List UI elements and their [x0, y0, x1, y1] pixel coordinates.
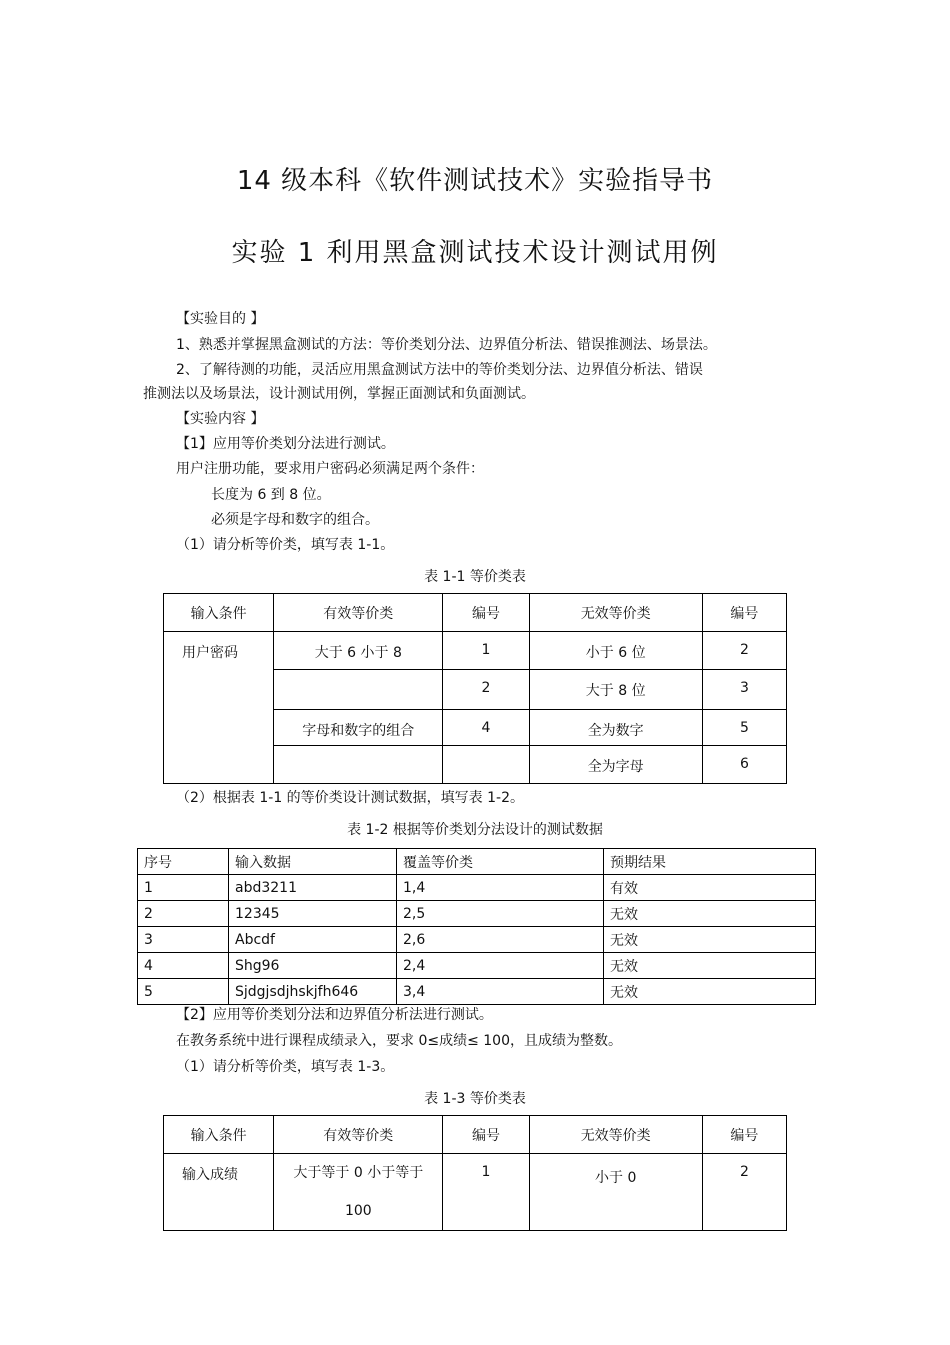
valid-class-line-1: 大于等于 0 小于等于: [293, 1165, 424, 1181]
covered-classes-cell: 3,4: [397, 979, 604, 1005]
seq-cell: 1: [138, 875, 229, 901]
table-row: [138, 901, 816, 927]
header-id: 编号: [443, 1116, 529, 1154]
purpose-item-2-cont: 推测法以及场景法，设计测试用例，掌握正面测试和负面测试。: [143, 386, 535, 402]
invalid-id-cell: 2: [702, 632, 786, 670]
input-data-cell: 12345: [229, 901, 397, 927]
input-data-cell: Abcdf: [229, 927, 397, 953]
header-id: 编号: [702, 594, 786, 632]
invalid-class-cell: 小于 0: [529, 1154, 702, 1231]
step-2: （2）根据表 1-1 的等价类设计测试数据，填写表 1-2。: [176, 790, 524, 806]
valid-id-cell: 4: [443, 710, 529, 746]
valid-id-cell: 1: [443, 632, 529, 670]
header-input-condition: 输入条件: [164, 1116, 274, 1154]
experiment-title: 实验 1 利用黑盒测试技术设计测试用例: [231, 238, 719, 268]
table-row: [138, 953, 816, 979]
content-heading: 【实验内容 】: [176, 411, 265, 427]
header-invalid-class: 无效等价类: [529, 594, 702, 632]
table-1-1: [163, 593, 787, 784]
valid-class-line-2: 100: [344, 1203, 372, 1219]
condition-1: 长度为 6 到 8 位。: [211, 487, 331, 503]
task2-heading: 【2】应用等价类划分法和边界值分析法进行测试。: [176, 1007, 493, 1023]
seq-cell: 2: [138, 901, 229, 927]
valid-id-cell: [443, 746, 529, 784]
table-1-2: [137, 848, 816, 1005]
covered-classes-cell: 2,4: [397, 953, 604, 979]
valid-id-cell: 1: [443, 1154, 529, 1231]
step-3: （1）请分析等价类，填写表 1-3。: [176, 1059, 395, 1075]
table-row: [138, 927, 816, 953]
table-row: [138, 979, 816, 1005]
input-data-cell: Shg96: [229, 953, 397, 979]
input-data-cell: abd3211: [229, 875, 397, 901]
header-input-data: 输入数据: [229, 849, 397, 875]
table3-caption: 表 1-3 等价类表: [424, 1091, 526, 1107]
header-valid-class: 有效等价类: [274, 594, 443, 632]
header-expected-result: 预期结果: [604, 849, 816, 875]
purpose-item-2: 2、了解待测的功能，灵活应用黑盒测试方法中的等价类划分法、边界值分析法、错误: [176, 362, 703, 378]
valid-class-cell: [274, 746, 443, 784]
purpose-heading: 【实验目的 】: [176, 311, 265, 327]
header-id: 编号: [702, 1116, 786, 1154]
expected-result-cell: 无效: [604, 979, 816, 1005]
purpose-item-1: 1、熟悉并掌握黑盒测试的方法：等价类划分法、边界值分析法、错误推测法、场景法。: [176, 337, 717, 353]
header-valid-class: 有效等价类: [274, 1116, 443, 1154]
header-seq: 序号: [138, 849, 229, 875]
valid-class-cell: [274, 670, 443, 710]
table1-caption: 表 1-1 等价类表: [424, 569, 526, 585]
header-covered-classes: 覆盖等价类: [397, 849, 604, 875]
input-condition-cell: 用户密码: [164, 632, 274, 784]
step-1: （1）请分析等价类，填写表 1-1。: [176, 537, 395, 553]
valid-class-cell: 大于 6 小于 8: [274, 632, 443, 670]
expected-result-cell: 无效: [604, 953, 816, 979]
seq-cell: 5: [138, 979, 229, 1005]
header-id: 编号: [443, 594, 529, 632]
valid-id-cell: 2: [443, 670, 529, 710]
covered-classes-cell: 2,5: [397, 901, 604, 927]
expected-result-cell: 有效: [604, 875, 816, 901]
invalid-class-cell: 全为数字: [529, 710, 702, 746]
covered-classes-cell: 2,6: [397, 927, 604, 953]
table-1-3: [163, 1115, 787, 1231]
seq-cell: 4: [138, 953, 229, 979]
expected-result-cell: 无效: [604, 927, 816, 953]
table2-caption: 表 1-2 根据等价类划分法设计的测试数据: [347, 822, 603, 838]
invalid-class-cell: 小于 6 位: [529, 632, 702, 670]
header-invalid-class: 无效等价类: [529, 1116, 702, 1154]
document-title: 14 级本科《软件测试技术》实验指导书: [236, 166, 714, 196]
expected-result-cell: 无效: [604, 901, 816, 927]
invalid-id-cell: 5: [702, 710, 786, 746]
table-row: [138, 875, 816, 901]
input-data-cell: Sjdgjsdjhskjfh646: [229, 979, 397, 1005]
covered-classes-cell: 1,4: [397, 875, 604, 901]
seq-cell: 3: [138, 927, 229, 953]
condition-2: 必须是字母和数字的组合。: [211, 512, 379, 528]
task1-description: 用户注册功能，要求用户密码必须满足两个条件：: [176, 461, 484, 477]
invalid-id-cell: 3: [702, 670, 786, 710]
invalid-class-cell: 大于 8 位: [529, 670, 702, 710]
invalid-class-cell: 全为字母: [529, 746, 702, 784]
valid-class-cell: [274, 1154, 443, 1231]
invalid-id-cell: 6: [702, 746, 786, 784]
header-input-condition: 输入条件: [164, 594, 274, 632]
task2-description: 在教务系统中进行课程成绩录入，要求 0≤成绩≤ 100，且成绩为整数。: [176, 1033, 622, 1049]
invalid-id-cell: 2: [702, 1154, 786, 1231]
input-condition-cell: 输入成绩: [164, 1154, 274, 1231]
task1-heading: 【1】应用等价类划分法进行测试。: [176, 436, 395, 452]
valid-class-cell: 字母和数字的组合: [274, 710, 443, 746]
